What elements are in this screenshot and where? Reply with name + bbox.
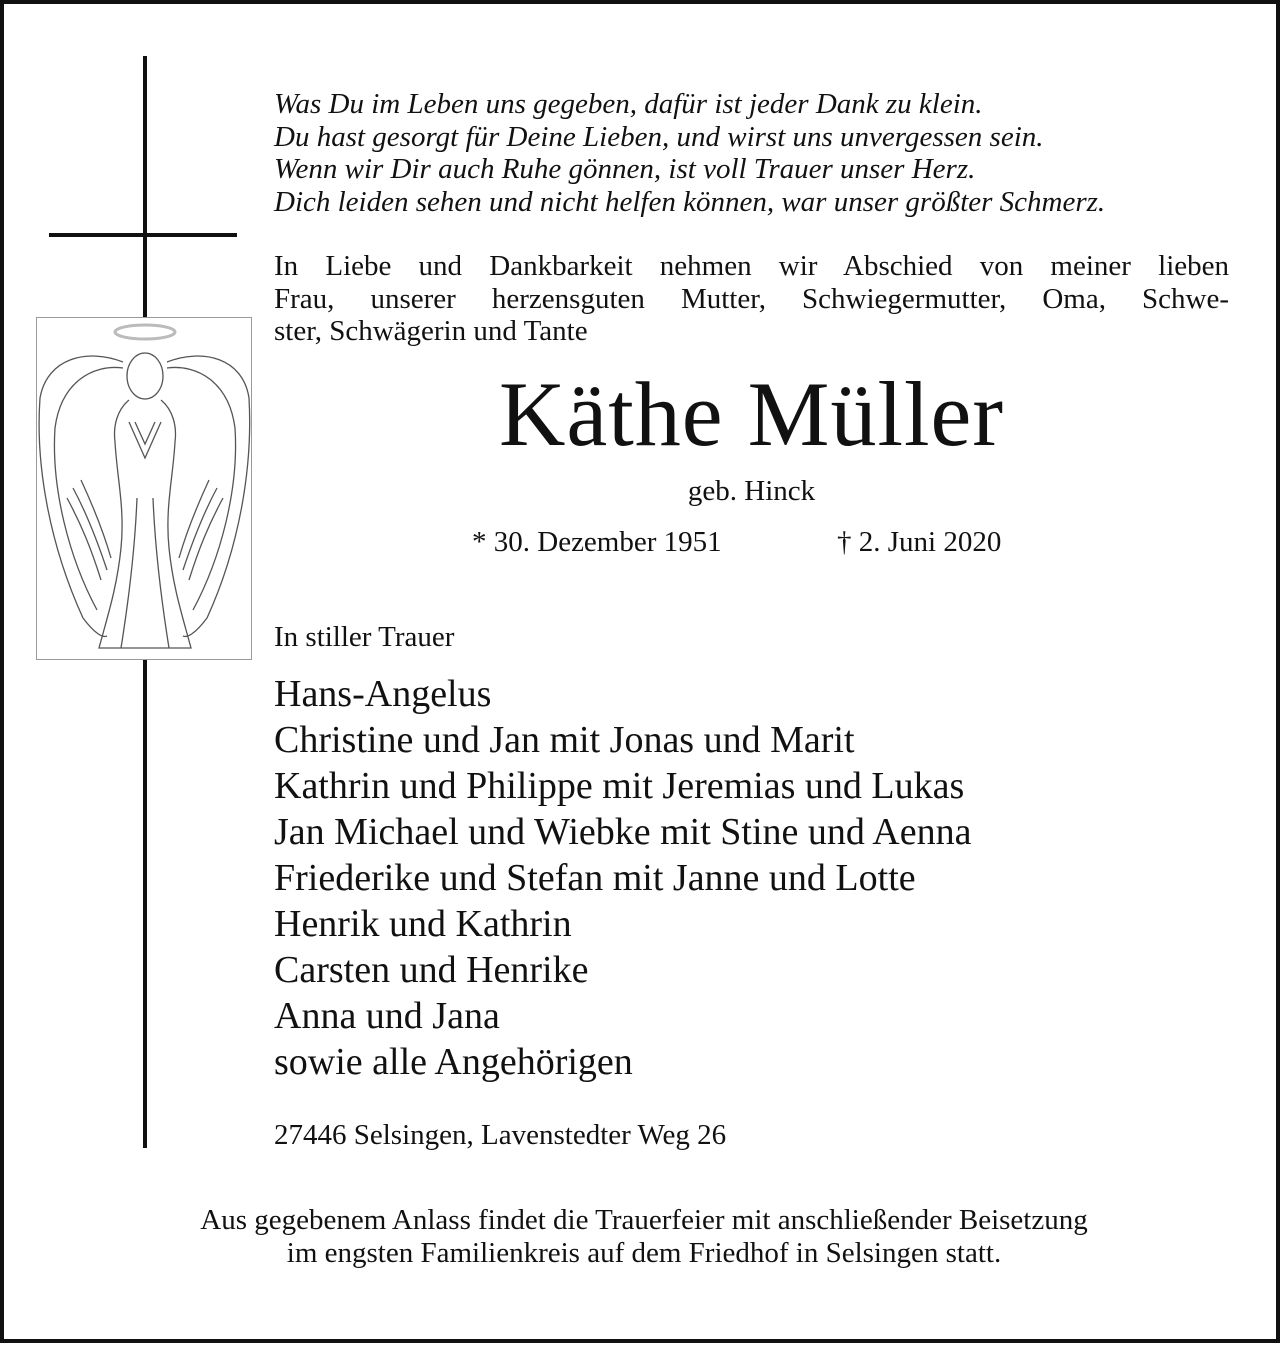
list-item: Carsten und Henrike — [274, 949, 589, 991]
notice-line: im engsten Familienkreis auf dem Friedhof in Selsingen statt. — [286, 1237, 1002, 1269]
cross-bar — [49, 233, 237, 237]
maiden-name: geb. Hinck — [687, 475, 816, 507]
deceased-name: Käthe Müller — [498, 363, 1005, 465]
list-item: Hans-Angelus — [274, 673, 492, 715]
mourning-label: In stiller Trauer — [274, 621, 455, 653]
death-date: † 2. Juni 2020 — [837, 526, 1002, 558]
list-item: Christine und Jan mit Jonas und Marit — [274, 719, 855, 761]
mourners-list — [274, 671, 1234, 1085]
poem-line: Wenn wir Dir auch Ruhe gönnen, ist voll Trauer unser Herz. — [274, 153, 976, 185]
angel-icon — [36, 317, 252, 660]
list-item: Henrik und Kathrin — [274, 903, 572, 945]
notice-line: Aus gegebenem Anlass findet die Trauerfeier mit anschließender Beisetzung — [200, 1204, 1088, 1236]
intro-line: In Liebe und Dankbarkeit nehmen wir Abschied von meiner lieben — [274, 250, 1229, 282]
intro-line: Frau, unserer herzensguten Mutter, Schwiegermutter, Oma, Schwe- — [274, 282, 1229, 315]
intro-line: ster, Schwägerin und Tante — [274, 315, 588, 347]
poem-line: Was Du im Leben uns gegeben, dafür ist jeder Dank zu klein. — [274, 88, 983, 120]
life-dates — [472, 525, 1002, 559]
list-item: Jan Michael und Wiebke mit Stine und Aenna — [274, 811, 972, 853]
memorial-poem — [274, 88, 1264, 218]
funeral-notice — [44, 1204, 1244, 1270]
angel-drawing — [37, 318, 251, 659]
list-item: Friederike und Stefan mit Janne und Lotte — [274, 857, 916, 899]
birth-date: * 30. Dezember 1951 — [472, 526, 722, 558]
list-item: sowie alle Angehörigen — [274, 1041, 633, 1083]
poem-line: Dich leiden sehen und nicht helfen können, war unser größter Schmerz. — [274, 185, 1106, 218]
list-item: Anna und Jana — [274, 995, 500, 1037]
poem-line: Du hast gesorgt für Deine Lieben, und wirst uns unvergessen sein. — [274, 120, 1044, 153]
farewell-intro — [274, 250, 1229, 348]
list-item: Kathrin und Philippe mit Jeremias und Lukas — [274, 765, 965, 807]
address: 27446 Selsingen, Lavenstedter Weg 26 — [274, 1119, 727, 1151]
